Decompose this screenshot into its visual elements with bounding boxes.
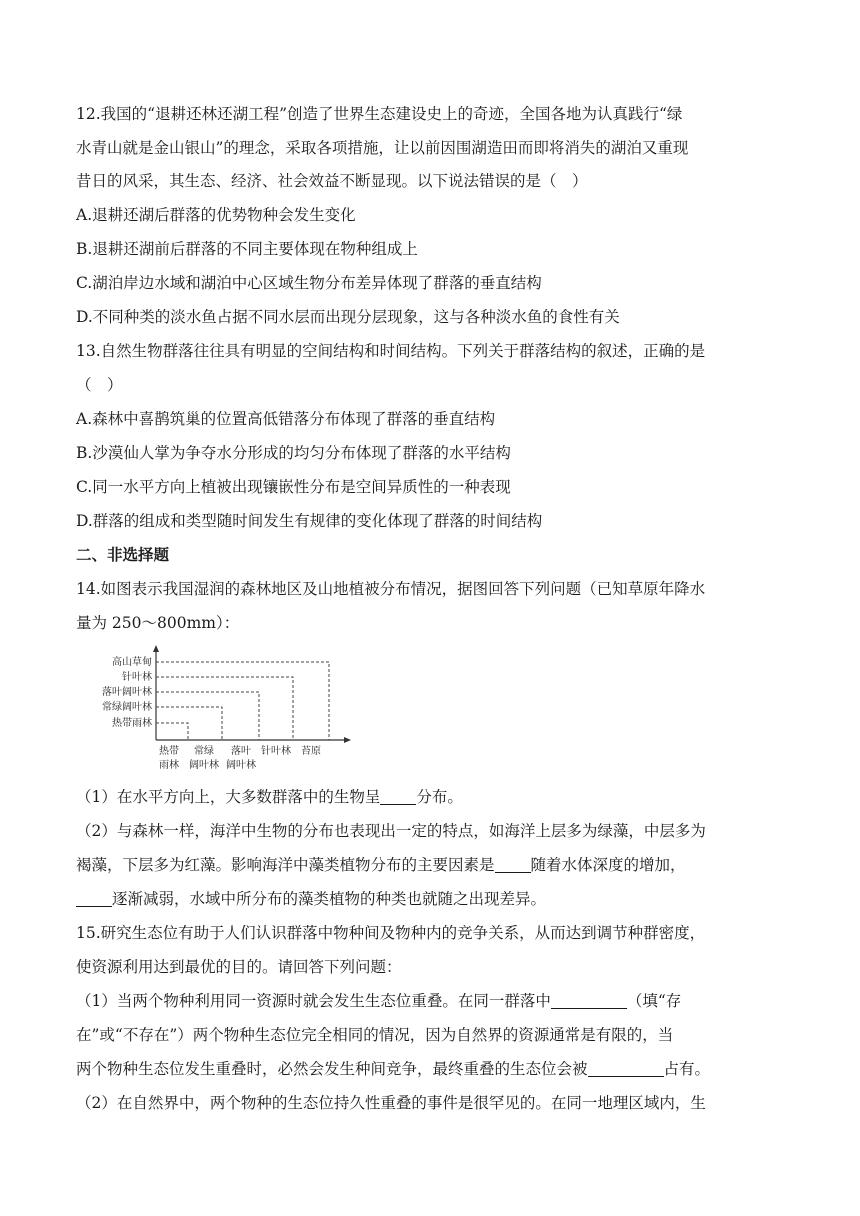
x-label-tundra: 苔原: [301, 746, 321, 757]
boundary-alpine-meadow: [156, 662, 329, 740]
q12-option-a: A.退耕还湖后群落的优势物种会发生变化: [76, 206, 356, 224]
q14-blank-2[interactable]: [495, 856, 531, 873]
q14-blank-1[interactable]: [380, 788, 416, 805]
q12-stem-line-3: 昔日的风采，其生态、经济、社会效益不断显现。以下说法错误的是（ ）: [76, 172, 588, 190]
boundary-evergreen: [156, 707, 222, 740]
q13-option-d: D.群落的组成和类型随时间发生有规律的变化体现了群落的时间结构: [76, 512, 543, 530]
q13-option-b: B.沙漠仙人掌为争夺水分形成的均匀分布体现了群落的水平结构: [76, 444, 511, 462]
y-axis-arrow: [153, 645, 159, 652]
q14-part-1-text-b: 分布。: [416, 788, 463, 806]
q12-option-d: D.不同种类的淡水鱼占据不同水层而出现分层现象，这与各种淡水鱼的食性有关: [76, 308, 620, 326]
q13-stem-line-1: 13.自然生物群落往往具有明显的空间结构和时间结构。下列关于群落结构的叙述，正确的是: [76, 342, 706, 360]
q14-part-2-text-d: 逐渐减弱，水域中所分布的藻类植物的种类也就随之出现差异。: [112, 890, 547, 908]
q14-part-1: [76, 786, 800, 808]
boundary-deciduous: [156, 692, 259, 740]
x-label-tropical-2: 雨林: [159, 760, 179, 771]
x-label-deciduous-1: 落叶: [231, 746, 251, 757]
q14-stem-line-2: 量为 250～800mm）：: [76, 614, 240, 632]
x-axis-arrow: [344, 737, 351, 743]
q15-part-1-text-e: 占有。: [663, 1060, 711, 1078]
x-label-deciduous-2: 阔叶林: [226, 760, 256, 771]
q14-part-2-text-b: 褐藻，下层多为红藻。影响海洋中藻类植物分布的主要因素是: [76, 856, 495, 874]
q15-part-1-text-b: （填“存: [626, 992, 682, 1010]
q14-part-2-line-3: [76, 888, 800, 910]
q15-stem-line-1: 15.研究生态位有助于人们认识群落中物种间及物种内的竞争关系，从而达到调节种群密度，: [76, 924, 706, 942]
q15-part-1-text-d: 两个物种生态位发生重叠时，必然会发生种间竞争，最终重叠的生态位会被: [76, 1060, 588, 1078]
q14-part-2-line-1: （2）与森林一样，海洋中生物的分布也表现出一定的特点，如海洋上层多为绿藻，中层多为: [76, 822, 706, 840]
q12-option-b: B.退耕还湖前后群落的不同主要体现在物种组成上: [76, 240, 418, 258]
y-label-alpine-meadow: 高山草甸: [112, 657, 152, 668]
y-label-deciduous: 落叶阔叶林: [102, 687, 152, 698]
q14-stem-line-1: 14.如图表示我国湿润的森林地区及山地植被分布情况，据图回答下列问题（已知草原年降水: [76, 580, 706, 598]
q15-stem-line-2: 使资源利用达到最优的目的。请回答下列问题：: [76, 958, 402, 976]
q15-part-2-line-1: （2）在自然界中，两个物种的生态位持久性重叠的事件是很罕见的。在同一地理区域内，生: [76, 1094, 706, 1112]
q14-part-1-text-a: （1）在水平方向上，大多数群落中的生物呈: [76, 788, 381, 806]
x-label-coniferous: 针叶林: [261, 746, 291, 757]
q12-stem-line-2: 水青山就是金山银山”的理念，采取各项措施，让以前因围湖造田而即将消失的湖泊又重现: [76, 139, 689, 157]
q15-part-1-text-a: （1）当两个物种利用同一资源时就会发生生态位重叠。在同一群落中: [76, 992, 551, 1010]
section-heading: 二、非选择题: [76, 546, 170, 564]
q14-part-2-text-c: 随着水体深度的增加，: [530, 856, 686, 874]
q12-option-c: C.湖泊岸边水域和湖泊中心区域生物分布差异体现了群落的垂直结构: [76, 274, 542, 292]
q14-part-2-line-2: [76, 854, 800, 876]
q14-blank-3[interactable]: [76, 890, 112, 907]
q13-option-a: A.森林中喜鹊筑巢的位置高低错落分布体现了群落的垂直结构: [76, 410, 496, 428]
q15-blank-2[interactable]: [588, 1060, 664, 1077]
y-label-tropical: 热带雨林: [112, 718, 152, 729]
y-label-coniferous: 针叶林: [122, 672, 152, 683]
y-label-evergreen: 常绿阔叶林: [102, 702, 152, 713]
boundary-tropical: [156, 723, 188, 740]
x-label-evergreen-2: 阔叶林: [189, 760, 219, 771]
q15-blank-1[interactable]: [551, 992, 627, 1009]
q13-stem-line-2: （ ）: [76, 376, 123, 394]
vegetation-distribution-figure: [96, 644, 352, 776]
q15-part-1-line-3: [76, 1058, 800, 1080]
x-label-evergreen-1: 常绿: [194, 746, 214, 757]
q15-part-1-line-2: 在”或“不存在”）两个物种生态位完全相同的情况，因为自然界的资源通常是有限的，当: [76, 1026, 674, 1044]
q12-stem-line-1: 12.我国的“退耕还林还湖工程”创造了世界生态建设史上的奇迹，全国各地为认真践行“绿: [76, 105, 683, 123]
boundary-coniferous: [156, 677, 293, 740]
x-label-tropical-1: 热带: [159, 746, 179, 757]
q15-part-1-line-1: [76, 990, 800, 1012]
q13-option-c: C.同一水平方向上植被出现镶嵌性分布是空间异质性的一种表现: [76, 478, 511, 496]
